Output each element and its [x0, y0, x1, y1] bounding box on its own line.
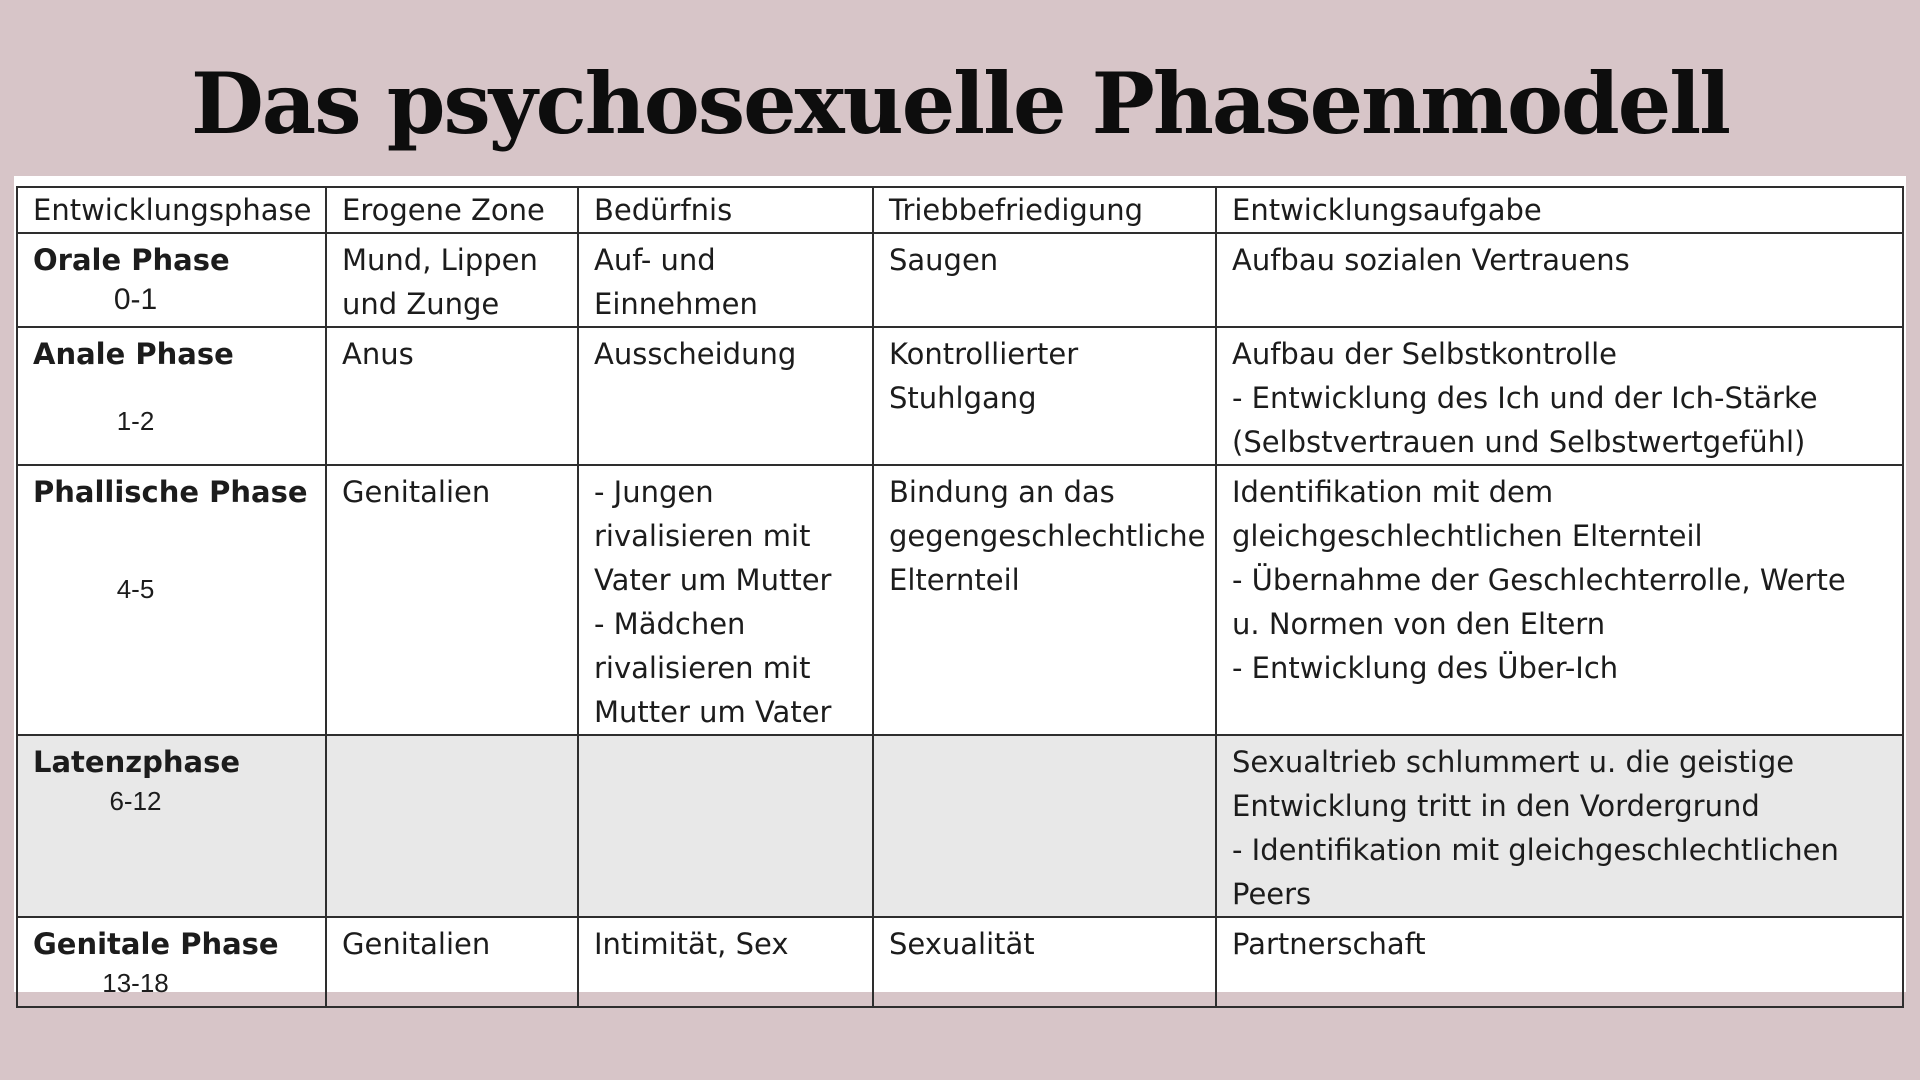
cell-line: Sexualtrieb schlummert u. die geistige	[1232, 745, 1795, 779]
need-cell	[578, 327, 873, 465]
zone-cell	[326, 735, 578, 917]
need-cell	[578, 233, 873, 327]
phase-cell	[17, 327, 326, 465]
phase-name: Orale Phase	[33, 243, 230, 277]
cell-line: - Entwicklung des Über-Ich	[1232, 651, 1619, 685]
table-header-row	[17, 187, 1903, 233]
cell-line: Aufbau der Selbstkontrolle	[1232, 337, 1618, 371]
phase-age: 13-18	[102, 968, 169, 998]
table-sheet	[14, 176, 1906, 998]
column-header: Erogene Zone	[326, 187, 578, 233]
table-row	[17, 233, 1903, 327]
task-cell	[1216, 465, 1903, 735]
zone-cell	[326, 327, 578, 465]
zone-cell	[326, 917, 578, 1007]
phase-age: 4-5	[116, 574, 155, 604]
cell-line: Bindung an das	[889, 475, 1115, 509]
phase-name: Latenzphase	[33, 745, 241, 779]
need-cell	[578, 465, 873, 735]
column-header: Bedürfnis	[578, 187, 873, 233]
cell-line: rivalisieren mit	[594, 519, 811, 553]
cell-line: Peers	[1232, 877, 1312, 911]
column-header: Entwicklungsphase	[17, 187, 326, 233]
phase-cell	[17, 465, 326, 735]
cell-line: Entwicklung tritt in den Vordergrund	[1232, 789, 1760, 823]
cell-line: - Mädchen	[594, 607, 746, 641]
column-header: Entwicklungsaufgabe	[1216, 187, 1903, 233]
cell-line: Elternteil	[889, 563, 1020, 597]
phase-age: 1-2	[116, 406, 155, 436]
cell-line: Sexualität	[889, 927, 1035, 961]
phase-cell	[17, 735, 326, 917]
cell-line: Auf- und	[594, 243, 716, 277]
phase-name: Phallische Phase	[33, 475, 308, 509]
table-row	[17, 327, 1903, 465]
column-header: Triebbefriedigung	[873, 187, 1216, 233]
cell-line: Identifikation mit dem	[1232, 475, 1554, 509]
task-cell	[1216, 735, 1903, 917]
cell-line: Ausscheidung	[594, 337, 797, 371]
cell-line: Partnerschaft	[1232, 927, 1426, 961]
cell-line: Genitalien	[342, 475, 491, 509]
cell-line: (Selbstvertrauen und Selbstwertgefühl)	[1232, 425, 1806, 459]
cell-line: und Zunge	[342, 287, 500, 321]
task-cell	[1216, 917, 1903, 1007]
task-cell	[1216, 327, 1903, 465]
cell-line: Einnehmen	[594, 287, 758, 321]
phase-name: Anale Phase	[33, 337, 234, 371]
cell-line: gleichgeschlechtlichen Elternteil	[1232, 519, 1703, 553]
satisfaction-cell	[873, 735, 1216, 917]
satisfaction-cell	[873, 465, 1216, 735]
table-row	[17, 465, 1903, 735]
cell-line: - Jungen	[594, 475, 714, 509]
table-row	[17, 735, 1903, 917]
phase-cell	[17, 917, 326, 1007]
cell-line: rivalisieren mit	[594, 651, 811, 685]
need-cell	[578, 917, 873, 1007]
satisfaction-cell	[873, 917, 1216, 1007]
satisfaction-cell	[873, 327, 1216, 465]
page-title: Das psychosexuelle Phasenmodell	[190, 54, 1730, 153]
phase-age: 6-12	[109, 786, 162, 816]
cell-line: Mund, Lippen	[342, 243, 538, 277]
cell-line: - Entwicklung des Ich und der Ich-Stärke	[1232, 381, 1818, 415]
table-row	[17, 917, 1903, 1007]
cell-line: Saugen	[889, 243, 999, 277]
cell-line: Vater um Mutter	[594, 563, 832, 597]
cell-line: - Übernahme der Geschlechterrolle, Werte	[1232, 563, 1846, 597]
zone-cell	[326, 233, 578, 327]
cell-line: - Identifikation mit gleichgeschlechtlichen	[1232, 833, 1839, 867]
cell-line: Intimität, Sex	[594, 927, 789, 961]
satisfaction-cell	[873, 233, 1216, 327]
cell-line: Mutter um Vater	[594, 695, 832, 729]
cell-line: Aufbau sozialen Vertrauens	[1232, 243, 1630, 277]
zone-cell	[326, 465, 578, 735]
cell-line: Kontrollierter	[889, 337, 1079, 371]
phase-cell	[17, 233, 326, 327]
cell-line: gegengeschlechtliche	[889, 519, 1206, 553]
need-cell	[578, 735, 873, 917]
task-cell	[1216, 233, 1903, 327]
phase-name: Genitale Phase	[33, 927, 279, 961]
phase-age: 0-1	[113, 283, 158, 316]
cell-line: Stuhlgang	[889, 381, 1037, 415]
cell-line: Anus	[342, 337, 414, 371]
cell-line: Genitalien	[342, 927, 491, 961]
phase-table	[16, 186, 1904, 1008]
cell-line: u. Normen von den Eltern	[1232, 607, 1606, 641]
